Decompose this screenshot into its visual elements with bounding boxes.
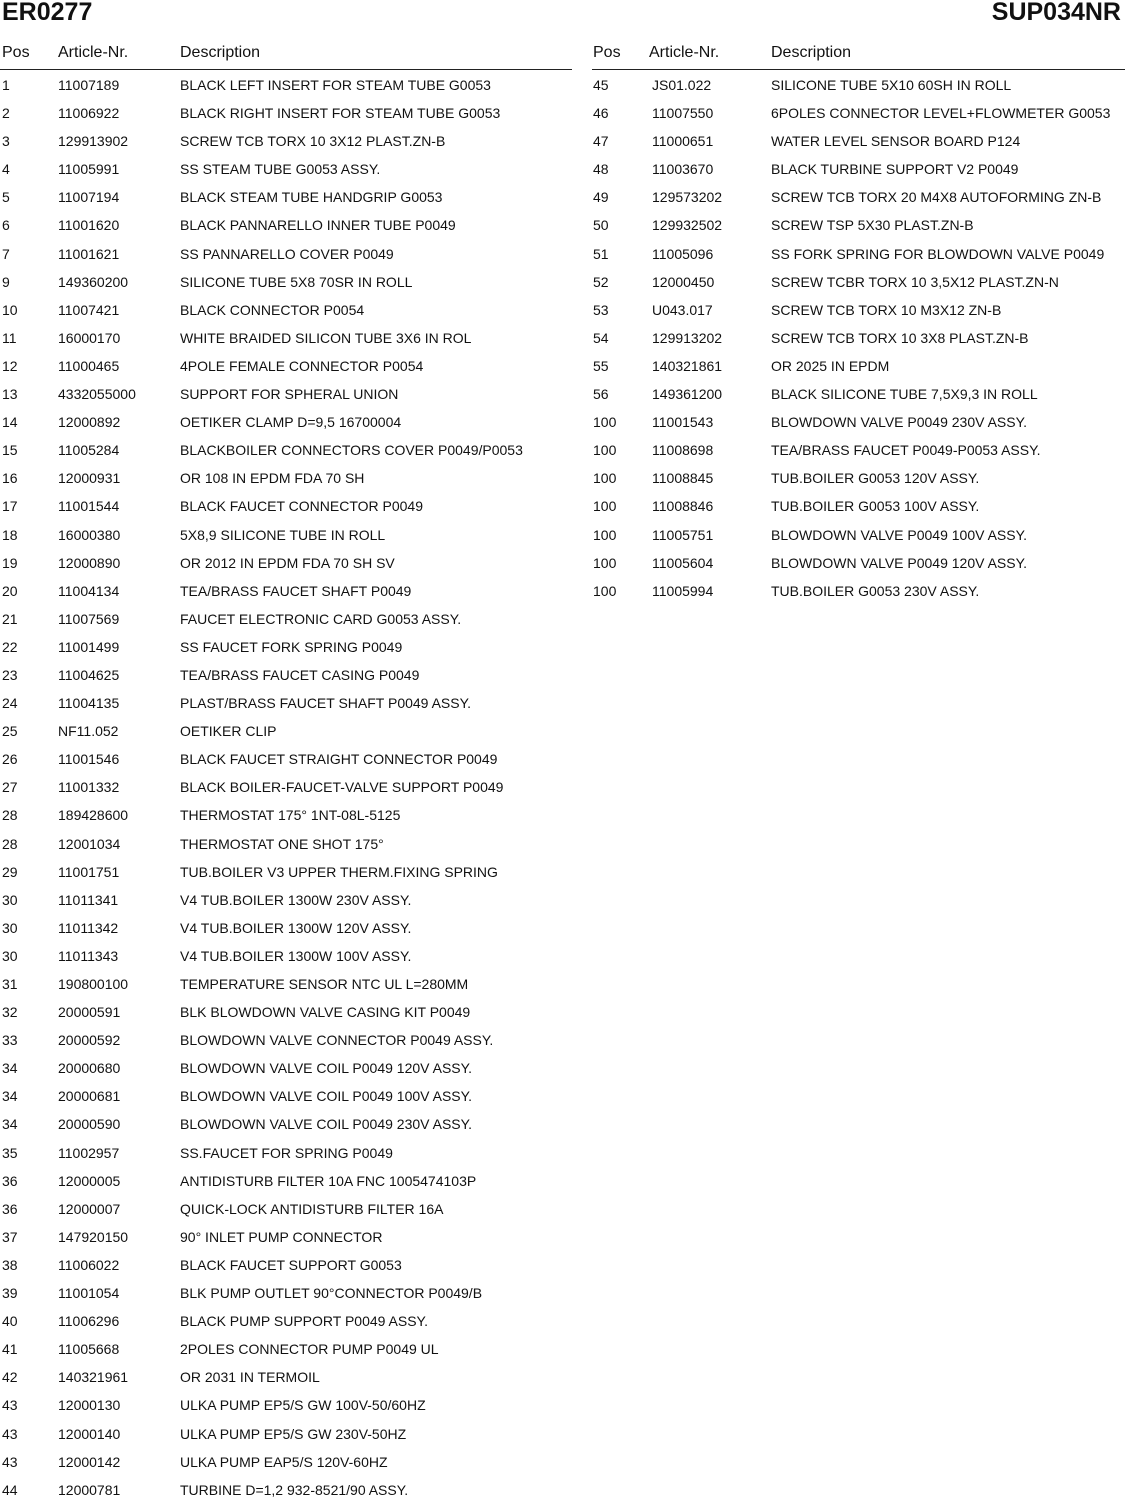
part-pos: 25 [2,723,18,740]
part-article-number: 12000931 [58,470,121,487]
part-pos: 38 [2,1256,18,1273]
part-article-number: 11000465 [58,357,120,374]
part-description: TUB.BOILER G0053 120V ASSY. [771,470,980,487]
part-article-number: 147920150 [58,1228,129,1245]
table-row [0,70,572,98]
table-body-right [592,70,1125,604]
part-description: BLOWDOWN VALVE P0049 100V ASSY. [771,526,1028,543]
part-description: TUB.BOILER V3 UPPER THERM.FIXING SPRING [180,863,498,880]
table-row [0,154,572,182]
table-row [0,688,572,716]
part-description: BLACK CONNECTOR P0054 [180,301,365,318]
part-description: SS FAUCET FORK SPRING P0049 [180,638,403,655]
part-description: 4POLE FEMALE CONNECTOR P0054 [180,357,424,374]
part-description: V4 TUB.BOILER 1300W 120V ASSY. [180,919,412,936]
part-description: BLACK SILICONE TUBE 7,5X9,3 IN ROLL [771,386,1038,403]
table-row [0,267,572,295]
part-description: TURBINE D=1,2 932-8521/90 ASSY. [180,1481,409,1498]
part-description: BLACK STEAM TUBE HANDGRIP G0053 [180,189,443,206]
table-row [0,829,572,857]
part-pos: 32 [2,1004,18,1021]
part-description: 90° INLET PUMP CONNECTOR [180,1228,383,1245]
table-row [0,716,572,744]
table-row [0,98,572,126]
part-article-number: 11001332 [58,779,120,796]
part-description: BLOWDOWN VALVE COIL P0049 230V ASSY. [180,1116,473,1133]
part-pos: 42 [2,1369,18,1386]
part-pos: 4 [2,161,10,178]
part-description: SCREW TCBR TORX 10 3,5X12 PLAST.ZN-N [771,273,1059,290]
part-pos: 43 [2,1397,18,1414]
part-article-number: 11001621 [58,245,120,262]
part-article-number: 11005668 [58,1341,120,1358]
part-pos: 46 [593,105,609,122]
part-description: SILICONE TUBE 5X10 60SH IN ROLL [771,77,1012,93]
part-article-number: 11008846 [652,498,714,515]
part-article-number: 11005751 [652,526,714,543]
part-article-number: 11002957 [58,1144,120,1161]
table-row [0,1166,572,1194]
table-row [0,772,572,800]
part-description: ULKA PUMP EAP5/S 120V-60HZ [180,1453,388,1470]
table-row [0,435,572,463]
part-description: V4 TUB.BOILER 1300W 100V ASSY. [180,947,412,964]
part-pos: 22 [2,638,18,655]
part-article-number: 16000170 [58,329,121,346]
table-row [0,491,572,519]
document-code-left: ER0277 [2,0,93,26]
table-row [0,857,572,885]
table-row [592,98,1125,126]
part-description: BLACK FAUCET CONNECTOR P0049 [180,498,424,515]
part-article-number: 11005991 [58,161,120,178]
part-description: 5X8,9 SILICONE TUBE IN ROLL [180,526,386,543]
table-row [0,660,572,688]
header-pos: Pos [2,44,30,61]
part-description: SUPPORT FOR SPHERAL UNION [180,386,399,403]
part-pos: 28 [2,807,18,824]
table-header [0,40,572,70]
part-description: 6POLES CONNECTOR LEVEL+FLOWMETER G0053 [771,105,1111,122]
part-description: BLK BLOWDOWN VALVE CASING KIT P0049 [180,1004,471,1021]
part-pos: 54 [593,329,609,346]
table-header [592,40,1125,70]
part-pos: 40 [2,1313,18,1330]
part-article-number: 12000781 [58,1481,121,1498]
table-row [0,1419,572,1447]
part-description: OR 2012 IN EPDM FDA 70 SH SV [180,554,395,571]
part-article-number: 4332055000 [58,386,136,403]
header-pos: Pos [593,44,621,61]
table-row [0,1475,572,1503]
part-description: BLOWDOWN VALVE P0049 230V ASSY. [771,414,1028,431]
part-description: BLACK RIGHT INSERT FOR STEAM TUBE G0053 [180,105,501,122]
table-row [0,1250,572,1278]
table-row [0,520,572,548]
part-pos: 27 [2,779,18,796]
part-article-number: 140321961 [58,1369,129,1386]
part-description: BLK PUMP OUTLET 90°CONNECTOR P0049/B [180,1285,483,1302]
part-description: BLACK PUMP SUPPORT P0049 ASSY. [180,1313,428,1330]
part-pos: 31 [2,976,18,992]
part-article-number: 20000681 [58,1088,121,1105]
part-article-number: 11007550 [652,105,714,122]
part-article-number: 140321861 [652,357,723,374]
part-article-number: 16000380 [58,526,121,543]
part-article-number: 11006922 [58,105,120,122]
table-row [0,1306,572,1334]
part-article-number: 11003670 [652,161,714,178]
table-row [0,1138,572,1166]
part-article-number: 11001499 [58,638,120,655]
part-article-number: 11001544 [58,498,120,515]
part-article-number: 11001054 [58,1285,120,1302]
part-article-number: 11008845 [652,470,714,487]
part-article-number: 129573202 [652,189,723,206]
part-pos: 19 [2,554,18,571]
part-description: SCREW TSP 5X30 PLAST.ZN-B [771,217,974,234]
table-row [592,126,1125,154]
table-row [0,351,572,379]
part-description: BLACK TURBINE SUPPORT V2 P0049 [771,161,1019,178]
part-article-number: NF11.052 [58,723,119,740]
header-description: Description [180,44,261,61]
part-pos: 33 [2,1032,18,1049]
part-pos: 44 [2,1481,18,1498]
table-row [0,126,572,154]
part-pos: 29 [2,863,18,880]
part-article-number: U043.017 [652,301,713,318]
table-row [592,154,1125,182]
part-pos: 34 [2,1088,18,1105]
part-description: THERMOSTAT 175° 1NT-08L-5125 [180,807,401,824]
part-pos: 7 [2,245,10,262]
part-article-number: 11004134 [58,582,120,599]
part-article-number: 12000142 [58,1453,121,1470]
part-pos: 30 [2,919,18,936]
part-description: OR 108 IN EPDM FDA 70 SH [180,470,365,487]
table-row [0,1194,572,1222]
table-row [0,1222,572,1250]
part-description: TEA/BRASS FAUCET P0049-P0053 ASSY. [771,442,1041,459]
part-article-number: 11011341 [58,891,119,908]
part-description: SCREW TCB TORX 10 3X12 PLAST.ZN-B [180,133,446,150]
table-row [592,520,1125,548]
part-article-number: 149360200 [58,273,129,290]
part-pos: 39 [2,1285,18,1302]
part-description: TEMPERATURE SENSOR NTC UL L=280MM [180,976,469,992]
table-row [0,210,572,238]
table-row [0,323,572,351]
part-pos: 2 [2,105,10,122]
part-description: TEA/BRASS FAUCET SHAFT P0049 [180,582,412,599]
part-article-number: 11008698 [652,442,714,459]
part-pos: 5 [2,189,10,206]
part-pos: 20 [2,582,18,599]
part-pos: 18 [2,526,18,543]
table-row [592,323,1125,351]
part-article-number: 190800100 [58,976,129,992]
part-pos: 9 [2,273,10,290]
part-article-number: 11001751 [58,863,120,880]
table-row [592,295,1125,323]
part-article-number: 12000140 [58,1425,121,1442]
part-article-number: 11004625 [58,666,120,683]
part-pos: 17 [2,498,18,515]
part-description: OETIKER CLAMP D=9,5 16700004 [180,414,402,431]
header-article: Article-Nr. [649,44,720,61]
table-row [0,1334,572,1362]
part-pos: 100 [593,498,617,515]
part-article-number: 129913202 [652,329,723,346]
part-article-number: 20000591 [58,1004,121,1021]
table-row [592,210,1125,238]
part-description: THERMOSTAT ONE SHOT 175° [180,835,384,852]
part-pos: 36 [2,1172,18,1189]
table-row [0,885,572,913]
part-article-number: 149361200 [652,386,723,403]
part-article-number: 12000007 [58,1200,121,1217]
table-row [0,1025,572,1053]
part-pos: 13 [2,386,18,403]
part-article-number: 129932502 [652,217,723,234]
part-article-number: 11007421 [58,301,120,318]
part-description: BLACK LEFT INSERT FOR STEAM TUBE G0053 [180,77,491,93]
part-article-number: 129913902 [58,133,129,150]
table-row [592,239,1125,267]
table-row [0,1362,572,1390]
part-pos: 14 [2,414,18,431]
part-article-number: 11005994 [652,582,714,599]
part-description: BLOWDOWN VALVE COIL P0049 120V ASSY. [180,1060,473,1077]
part-article-number: 12000005 [58,1172,121,1189]
part-pos: 30 [2,947,18,964]
table-row [0,1278,572,1306]
part-pos: 45 [593,77,609,93]
part-pos: 28 [2,835,18,852]
table-row [592,491,1125,519]
part-pos: 6 [2,217,10,234]
part-description: QUICK-LOCK ANTIDISTURB FILTER 16A [180,1200,444,1217]
part-pos: 100 [593,442,617,459]
part-pos: 100 [593,554,617,571]
table-row [0,379,572,407]
table-row [0,295,572,323]
part-article-number: 189428600 [58,807,129,824]
part-article-number: 11005284 [58,442,120,459]
part-description: PLAST/BRASS FAUCET SHAFT P0049 ASSY. [180,695,472,712]
part-article-number: 11006296 [58,1313,120,1330]
table-row [0,941,572,969]
table-row [0,1390,572,1418]
part-article-number: 12000890 [58,554,121,571]
part-description: BLOWDOWN VALVE CONNECTOR P0049 ASSY. [180,1032,494,1049]
part-pos: 48 [593,161,609,178]
part-description: BLACK PANNARELLO INNER TUBE P0049 [180,217,456,234]
part-description: SS PANNARELLO COVER P0049 [180,245,394,262]
part-pos: 100 [593,526,617,543]
table-row [0,239,572,267]
part-article-number: 11001546 [58,751,120,768]
part-pos: 30 [2,891,18,908]
part-description: WHITE BRAIDED SILICON TUBE 3X6 IN ROL [180,329,472,346]
part-description: BLACKBOILER CONNECTORS COVER P0049/P0053 [180,442,523,459]
part-description: SS.FAUCET FOR SPRING P0049 [180,1144,393,1161]
part-article-number: 11007194 [58,189,120,206]
part-pos: 34 [2,1116,18,1133]
part-description: WATER LEVEL SENSOR BOARD P124 [771,133,1021,150]
table-row [592,548,1125,576]
table-row [0,1109,572,1137]
part-description: BLACK FAUCET SUPPORT G0053 [180,1256,402,1273]
part-article-number: 11007189 [58,77,120,93]
part-article-number: 11005604 [652,554,714,571]
table-row [0,1053,572,1081]
part-article-number: 11001543 [652,414,714,431]
part-pos: 15 [2,442,18,459]
part-description: OR 2031 IN TERMOIL [180,1369,320,1386]
part-pos: 23 [2,666,18,683]
table-row [592,576,1125,604]
table-row [592,435,1125,463]
part-description: 2POLES CONNECTOR PUMP P0049 UL [180,1341,439,1358]
table-row [592,463,1125,491]
part-description: TUB.BOILER G0053 230V ASSY. [771,582,980,599]
part-article-number: 20000592 [58,1032,121,1049]
table-row [0,632,572,660]
part-pos: 47 [593,133,609,150]
table-row [592,407,1125,435]
part-pos: 50 [593,217,609,234]
part-article-number: 11004135 [58,695,120,712]
parts-table-right [592,40,1125,604]
part-pos: 21 [2,610,18,627]
part-pos: 37 [2,1228,18,1245]
part-pos: 36 [2,1200,18,1217]
part-article-number: 12000892 [58,414,121,431]
part-description: OETIKER CLIP [180,723,277,740]
part-description: ANTIDISTURB FILTER 10A FNC 1005474103P [180,1172,477,1189]
part-description: ULKA PUMP EP5/S GW 100V-50/60HZ [180,1397,426,1414]
part-pos: 100 [593,414,617,431]
part-pos: 49 [593,189,609,206]
table-row [592,70,1125,98]
part-description: BLACK BOILER-FAUCET-VALVE SUPPORT P0049 [180,779,504,796]
part-article-number: 11011342 [58,919,119,936]
header-article: Article-Nr. [58,44,129,61]
part-description: SS FORK SPRING FOR BLOWDOWN VALVE P0049 [771,245,1105,262]
table-row [0,1447,572,1475]
part-description: BLACK FAUCET STRAIGHT CONNECTOR P0049 [180,751,498,768]
table-row [0,576,572,604]
table-row [0,744,572,772]
part-description: SCREW TCB TORX 20 M4X8 AUTOFORMING ZN-B [771,189,1102,206]
part-pos: 35 [2,1144,18,1161]
part-pos: 100 [593,582,617,599]
table-row [0,969,572,997]
part-article-number: 12000130 [58,1397,121,1414]
part-article-number: 11011343 [58,947,119,964]
table-row [592,182,1125,210]
part-pos: 1 [2,77,10,93]
part-description: OR 2025 IN EPDM [771,357,890,374]
part-pos: 52 [593,273,609,290]
part-description: SCREW TCB TORX 10 M3X12 ZN-B [771,301,1002,318]
document-code-right: SUP034NR [991,0,1121,26]
part-pos: 41 [2,1341,18,1358]
part-article-number: 20000680 [58,1060,121,1077]
part-description: ULKA PUMP EP5/S GW 230V-50HZ [180,1425,407,1442]
parts-table-left [0,40,572,1503]
part-pos: 26 [2,751,18,768]
part-article-number: 20000590 [58,1116,121,1133]
part-pos: 56 [593,386,609,403]
table-row [0,913,572,941]
part-description: TUB.BOILER G0053 100V ASSY. [771,498,980,515]
table-row [0,548,572,576]
table-row [0,407,572,435]
part-article-number: JS01.022 [652,77,712,93]
table-body-left [0,70,572,1503]
part-pos: 11 [2,329,17,346]
part-description: FAUCET ELECTRONIC CARD G0053 ASSY. [180,610,462,627]
part-pos: 24 [2,695,18,712]
part-article-number: 11005096 [652,245,714,262]
part-pos: 51 [593,245,609,262]
table-row [0,997,572,1025]
part-description: V4 TUB.BOILER 1300W 230V ASSY. [180,891,412,908]
part-article-number: 12000450 [652,273,715,290]
header-description: Description [771,44,852,61]
table-row [0,604,572,632]
part-pos: 34 [2,1060,18,1077]
part-article-number: 11006022 [58,1256,120,1273]
part-description: SCREW TCB TORX 10 3X8 PLAST.ZN-B [771,329,1029,346]
table-row [0,800,572,828]
part-article-number: 11001620 [58,217,120,234]
part-pos: 53 [593,301,609,318]
part-pos: 12 [2,357,18,374]
table-row [592,267,1125,295]
table-row [0,1081,572,1109]
part-description: TEA/BRASS FAUCET CASING P0049 [180,666,420,683]
part-description: BLOWDOWN VALVE P0049 120V ASSY. [771,554,1028,571]
table-row [0,463,572,491]
part-article-number: 11000651 [652,133,714,150]
part-article-number: 12001034 [58,835,121,852]
part-pos: 55 [593,357,609,374]
part-description: BLOWDOWN VALVE COIL P0049 100V ASSY. [180,1088,473,1105]
part-pos: 43 [2,1425,18,1442]
part-description: SS STEAM TUBE G0053 ASSY. [180,161,381,178]
part-pos: 3 [2,133,10,150]
part-article-number: 11007569 [58,610,120,627]
part-pos: 100 [593,470,617,487]
part-pos: 10 [2,301,18,318]
part-pos: 43 [2,1453,18,1470]
part-description: SILICONE TUBE 5X8 70SR IN ROLL [180,273,413,290]
table-row [592,379,1125,407]
table-row [0,182,572,210]
table-row [592,351,1125,379]
part-pos: 16 [2,470,18,487]
